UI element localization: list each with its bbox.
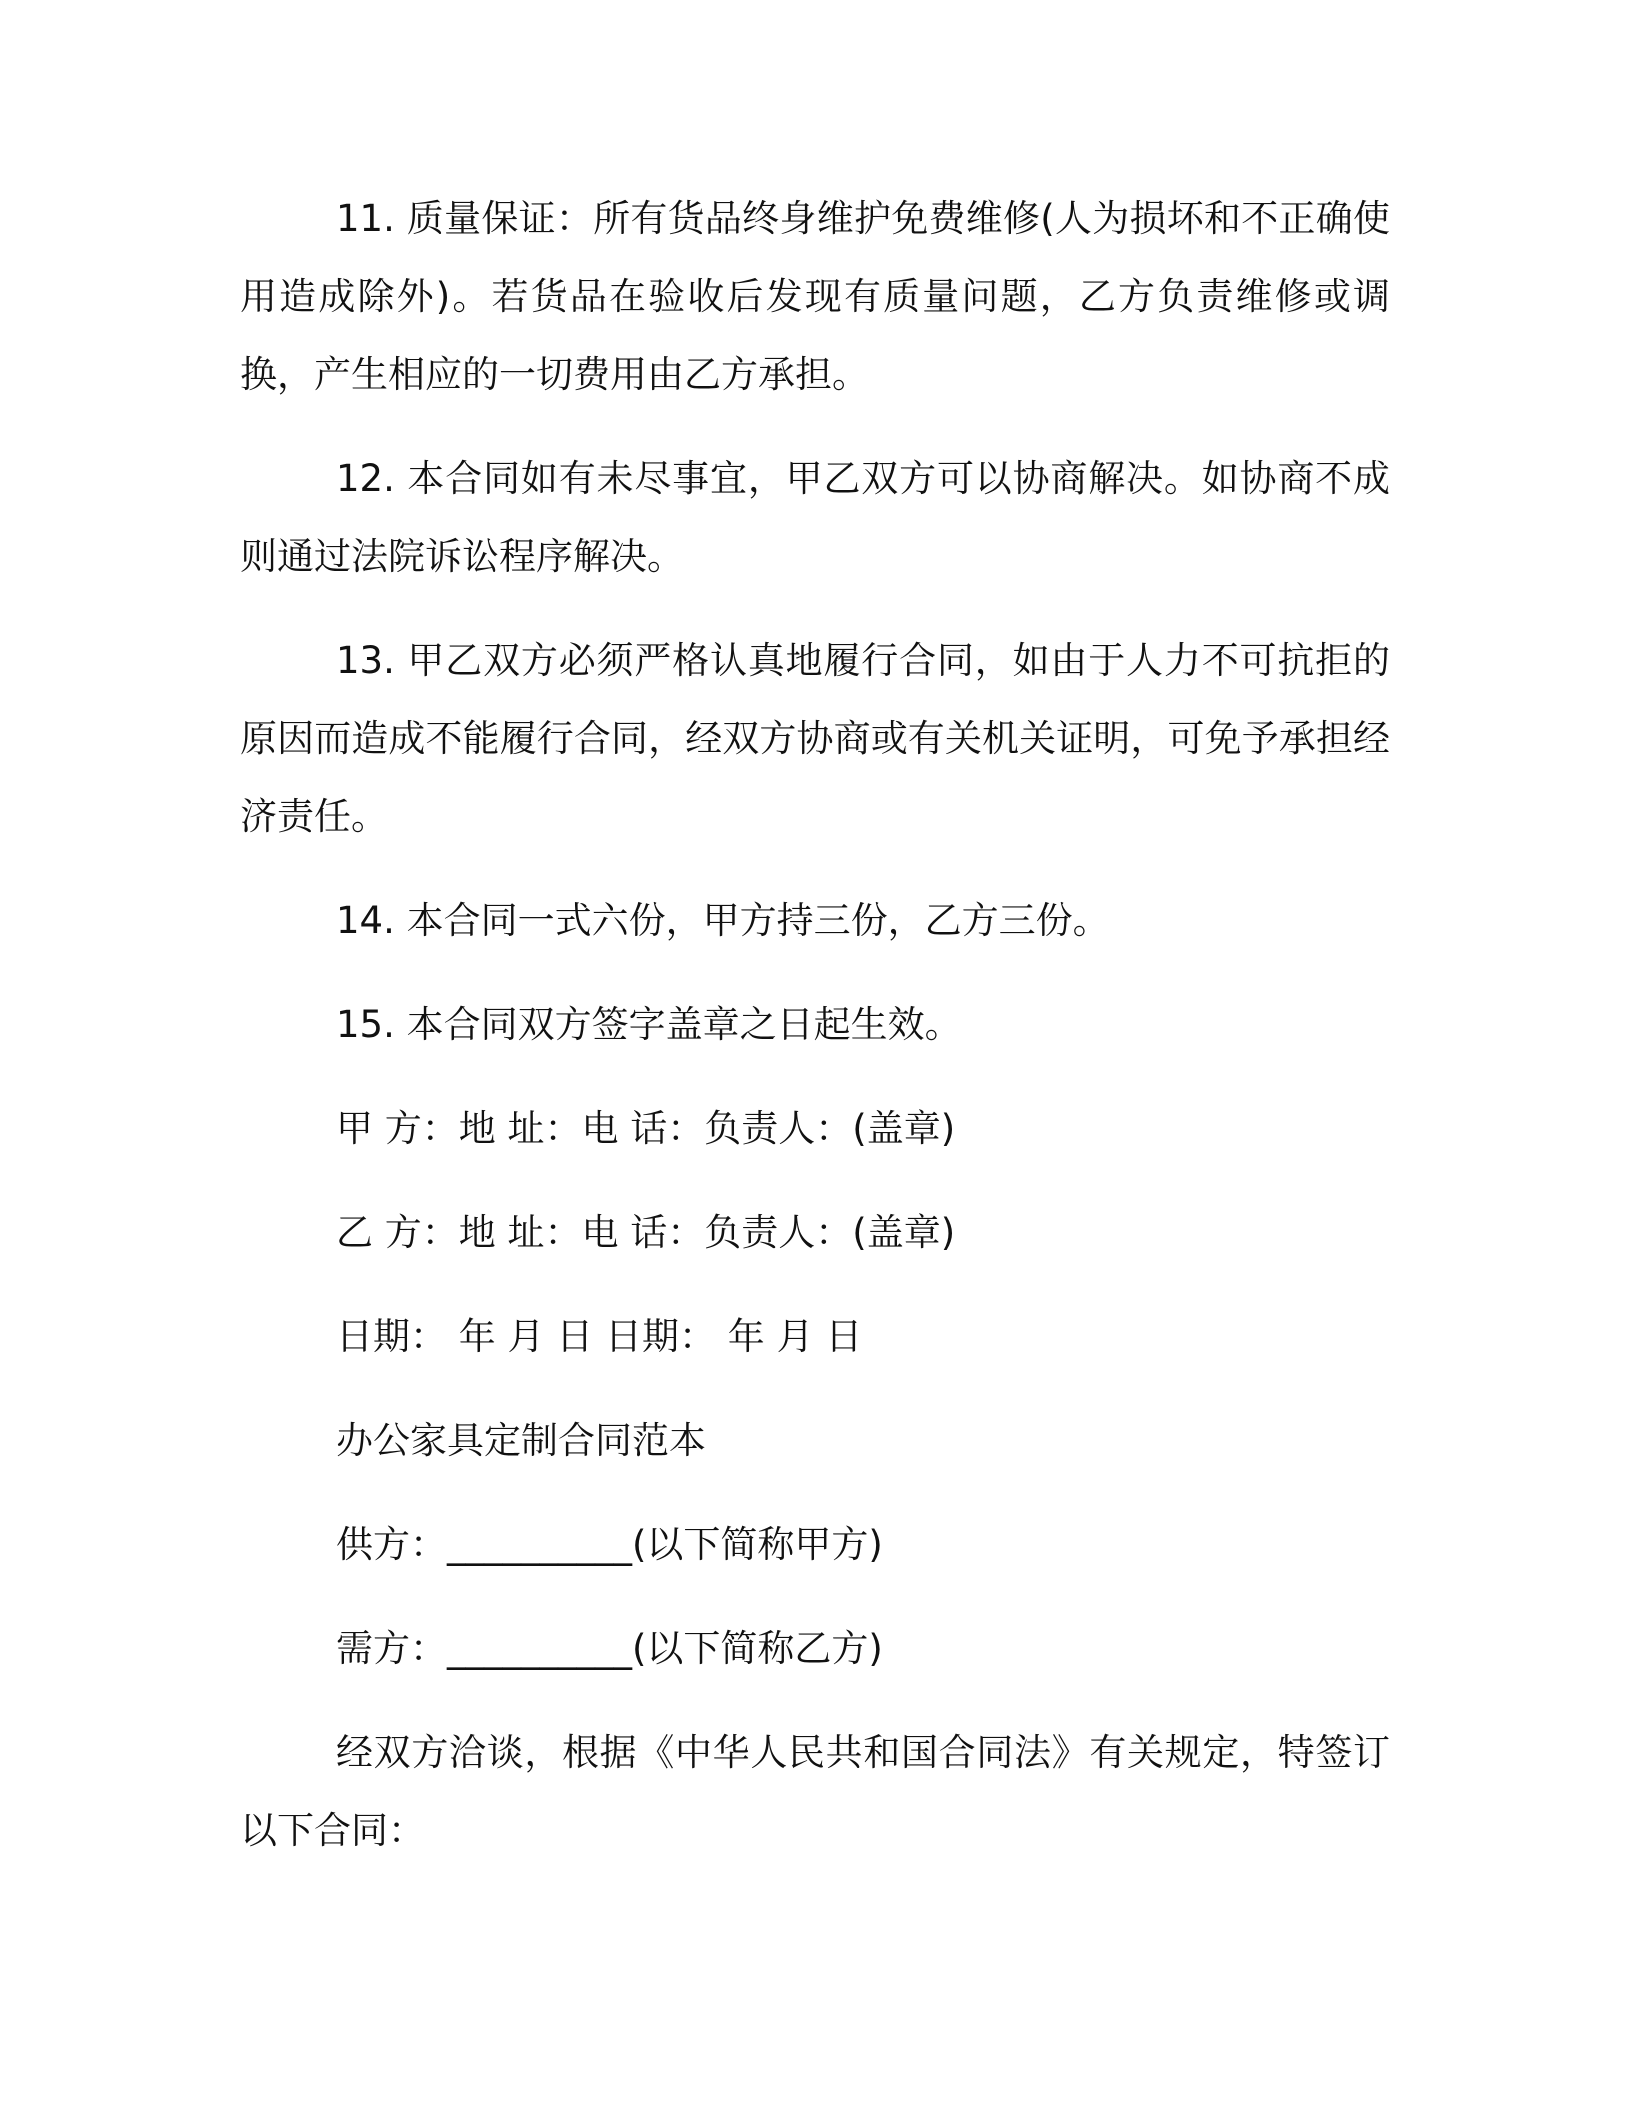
document-body xyxy=(240,180,1390,1896)
clause-14-copies: 14. 本合同一式六份，甲方持三份，乙方三份。 xyxy=(336,899,1110,942)
party-a-signature-line: 甲 方：地 址：电 话：负责人：(盖章) xyxy=(336,1107,956,1150)
clause-11-quality-guarantee: 11. 质量保证：所有货品终身维护免费维修(人为损坏和不正确使用造成除外)。若货品在验收后发现有质量问题，乙方负责维修或调换，产生相应的一切费用由乙方承担。 xyxy=(240,197,1390,396)
clause-15-effective-date: 15. 本合同双方签字盖章之日起生效。 xyxy=(336,1003,962,1046)
contract-preamble: 经双方洽谈，根据《中华人民共和国合同法》有关规定，特签订以下合同： xyxy=(240,1731,1390,1852)
buyer-line: 需方：__________(以下简称乙方) xyxy=(336,1627,883,1670)
party-b-signature-line: 乙 方：地 址：电 话：负责人：(盖章) xyxy=(336,1211,956,1254)
clause-12-unresolved-matters: 12. 本合同如有未尽事宜，甲乙双方可以协商解决。如协商不成则通过法院诉讼程序解决。 xyxy=(240,457,1390,578)
date-line: 日期： 年 月 日 日期： 年 月 日 xyxy=(336,1315,863,1358)
contract-title: 办公家具定制合同范本 xyxy=(336,1419,706,1462)
clause-13-force-majeure: 13. 甲乙双方必须严格认真地履行合同，如由于人力不可抗拒的原因而造成不能履行合同，经双方协商或有关机关证明，可免予承担经济责任。 xyxy=(240,639,1390,838)
supplier-line: 供方：__________(以下简称甲方) xyxy=(336,1523,883,1566)
